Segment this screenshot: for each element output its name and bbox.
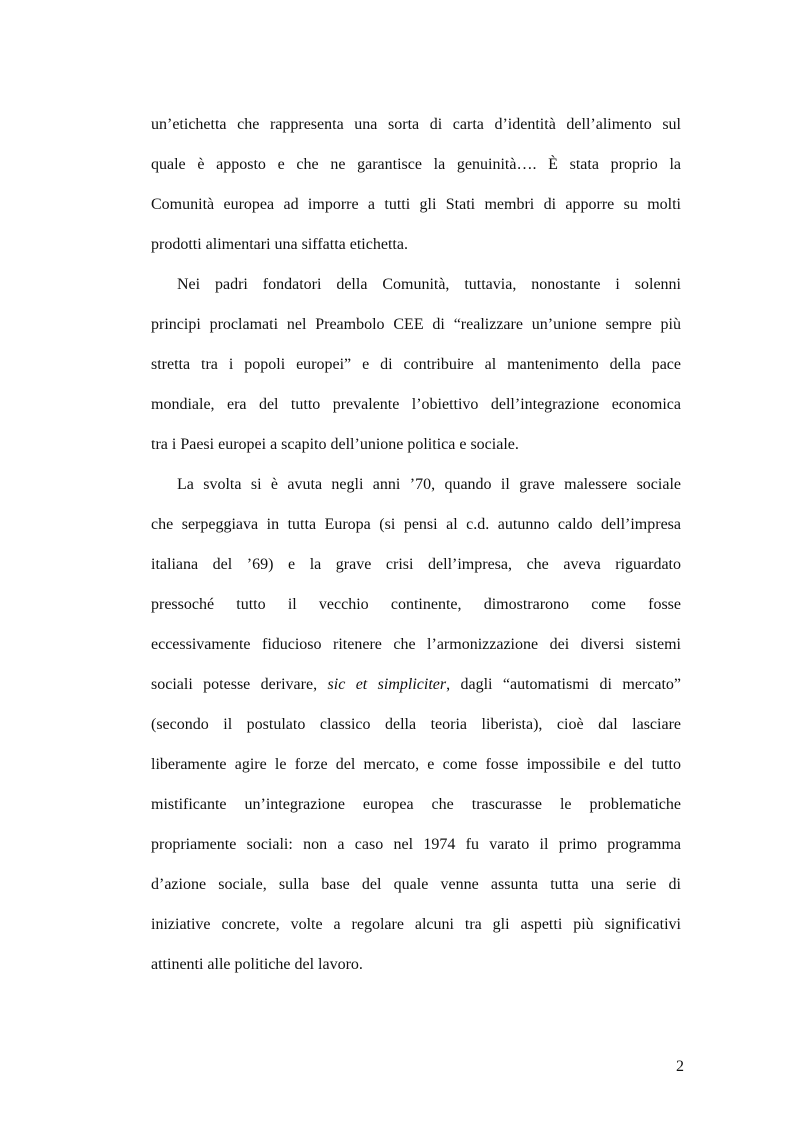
text-line: La svolta si è avuta negli anni ’70, quando il grave malessere sociale [177,476,681,493]
italic-phrase: sic et simpliciter [327,676,447,693]
text-line: mondiale, era del tutto prevalente l’obiettivo dell’integrazione economica [151,396,681,413]
text-line: attinenti alle politiche del lavoro. [151,956,363,973]
text-line: propriamente sociali: non a caso nel 1974 fu varato il primo programma [151,836,681,853]
page-number: 2 [676,1058,684,1075]
text-line: che serpeggiava in tutta Europa (si pensi al c.d. autunno caldo dell’impresa [151,516,681,533]
text-segment: , dagli “automatismi di mercato” [446,676,681,693]
text-line [151,665,681,705]
text-line: italiana del ’69) e la grave crisi dell’impresa, che aveva riguardato [151,556,681,573]
text-line: prodotti alimentari una siffatta etichetta. [151,236,408,253]
text-line: liberamente agire le forze del mercato, e come fosse impossibile e del tutto [151,756,681,773]
text-line: pressoché tutto il vecchio continente, dimostrarono come fosse [151,596,681,613]
text-line: Nei padri fondatori della Comunità, tuttavia, nonostante i solenni [177,276,681,293]
body-text [151,105,681,985]
text-line: d’azione sociale, sulla base del quale venne assunta tutta una serie di [151,876,681,893]
text-line: un’etichetta che rappresenta una sorta di carta d’identità dell’alimento sul [151,116,681,133]
text-line: iniziative concrete, volte a regolare alcuni tra gli aspetti più significativi [151,916,681,933]
text-segment: sociali potesse derivare, [151,676,328,693]
text-line: (secondo il postulato classico della teoria liberista), cioè dal lasciare [151,716,681,733]
text-line: stretta tra i popoli europei” e di contribuire al mantenimento della pace [151,356,681,373]
text-line: eccessivamente fiducioso ritenere che l’armonizzazione dei diversi sistemi [151,636,681,653]
text-line: Comunità europea ad imporre a tutti gli Stati membri di apporre su molti [151,196,681,213]
text-line: tra i Paesi europei a scapito dell’unione politica e sociale. [151,436,519,453]
text-line: quale è apposto e che ne garantisce la genuinità…. È stata proprio la [151,156,681,173]
text-line: mistificante un’integrazione europea che trascurasse le problematiche [151,796,681,813]
text-line: principi proclamati nel Preambolo CEE di “realizzare un’unione sempre più [151,316,681,333]
